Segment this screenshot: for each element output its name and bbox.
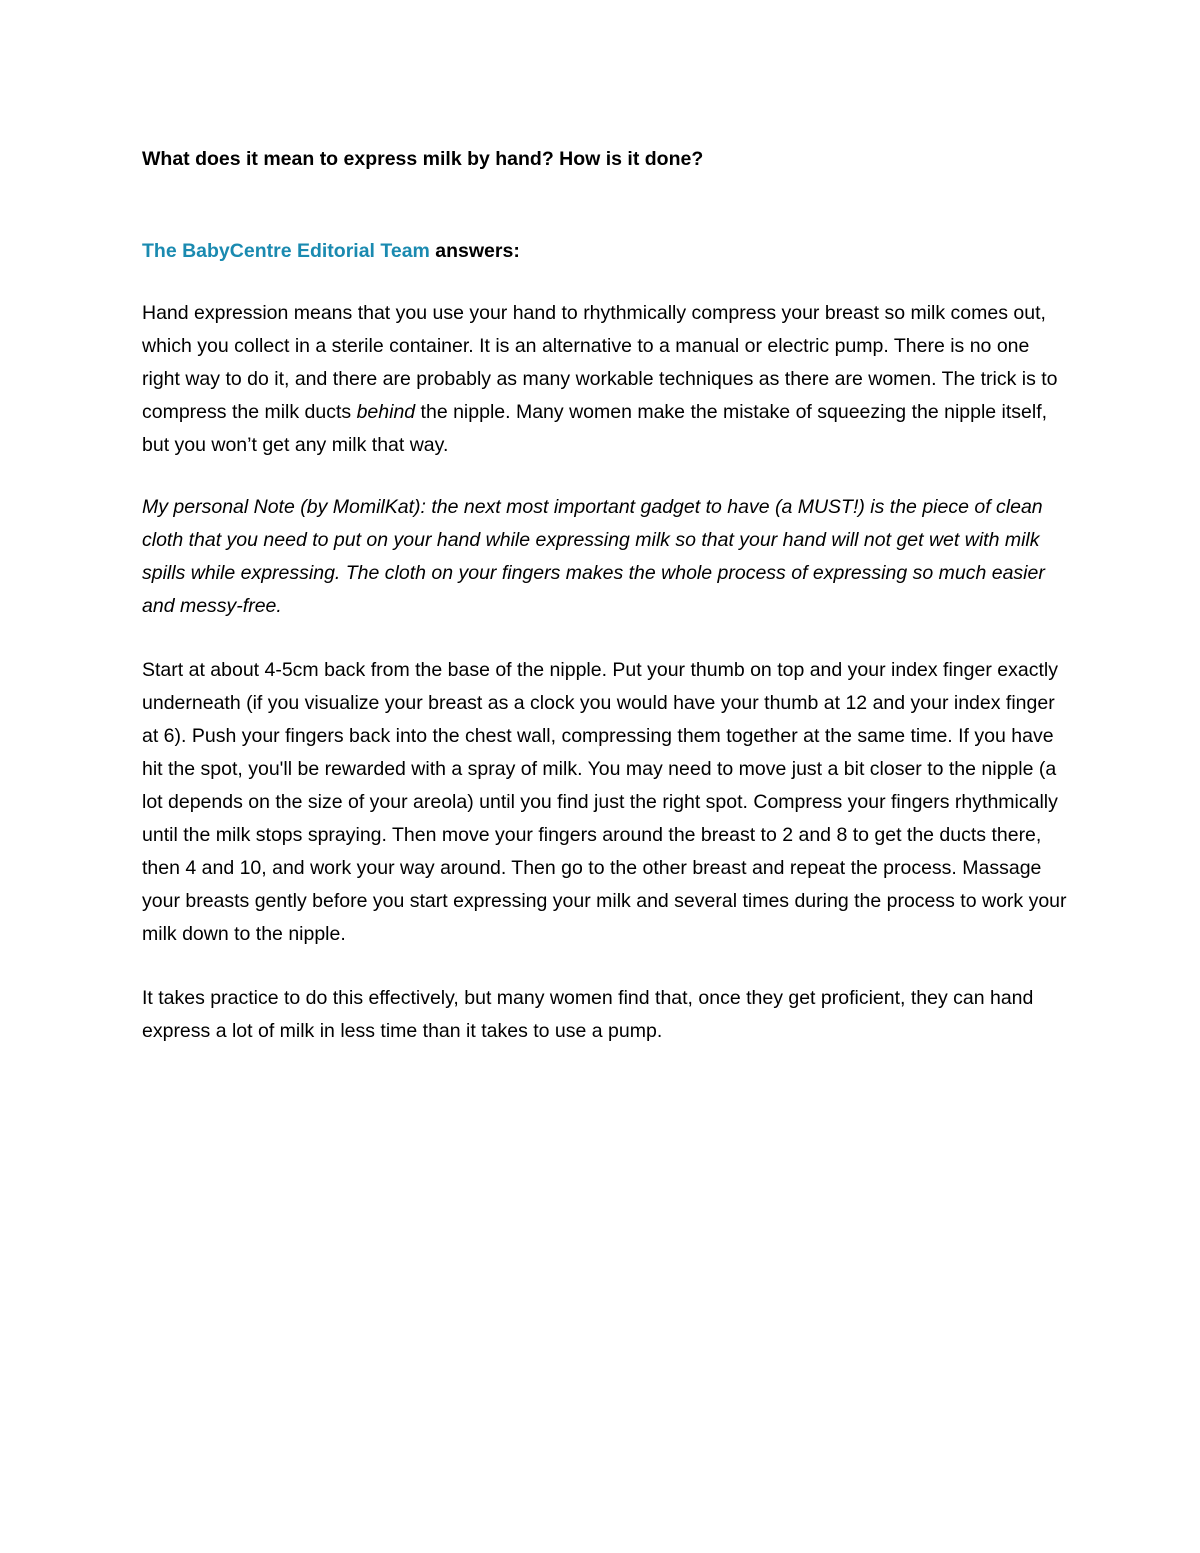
paragraph-practice: It takes practice to do this effectively, but many women find that, once they get proficient, they can hand express a lot of milk in less time than it takes to use a pump. bbox=[142, 987, 1034, 1042]
question-heading: What does it mean to express milk by hand? How is it done? bbox=[142, 148, 704, 170]
document-body bbox=[142, 143, 1067, 1048]
byline bbox=[142, 235, 1067, 268]
emphasis-behind: behind bbox=[356, 401, 416, 423]
paragraph-intro bbox=[142, 297, 1067, 462]
paragraph-intro-text-end: the nipple. Many women make the mistake of squeezing the nipple itself, but you won’t get any milk that way. bbox=[142, 401, 1048, 456]
author-link[interactable]: The BabyCentre Editorial Team bbox=[142, 240, 430, 262]
paragraph-technique: Start at about 4-5cm back from the base of the nipple. Put your thumb on top and your index finger exactly underneath (if you visualize your breast as a clock you would have your thumb at 12 and your index finger at 6). Push your fingers back into the chest wall, compressing them together at the same time. If you have hit the spot, you'll be rewarded with a spray of milk. You may need to move just a bit closer to the nipple (a lot depends on the size of your areola) until you find just the right spot. Compress your fingers rhythmically until the milk stops spraying. Then move your fingers around the breast to 2 and 8 to get the ducts there, then 4 and 10, and work your way around. Then go to the other breast and repeat the process. Massage your breasts gently before you start expressing your milk and several times during the process to work your milk down to the nipple. bbox=[142, 659, 1067, 945]
personal-note: My personal Note (by MomilKat): the next most important gadget to have (a MUST!) is the piece of clean cloth that you need to put on your hand while expressing milk so that your hand will not get wet with milk spills while expressing. The cloth on your fingers makes the whole process of expressing so much easier and messy-free. bbox=[142, 496, 1045, 617]
byline-suffix: answers: bbox=[429, 240, 520, 262]
paragraph-intro-text-start: Hand expression means that you use your hand to rhythmically compress your breast so milk comes out, which you collect in a sterile container. It is an alternative to a manual or electric pump. There is no one right way to do it, and there are probably as many workable techniques as there are women. The trick is to compress the milk ducts bbox=[142, 302, 1058, 423]
